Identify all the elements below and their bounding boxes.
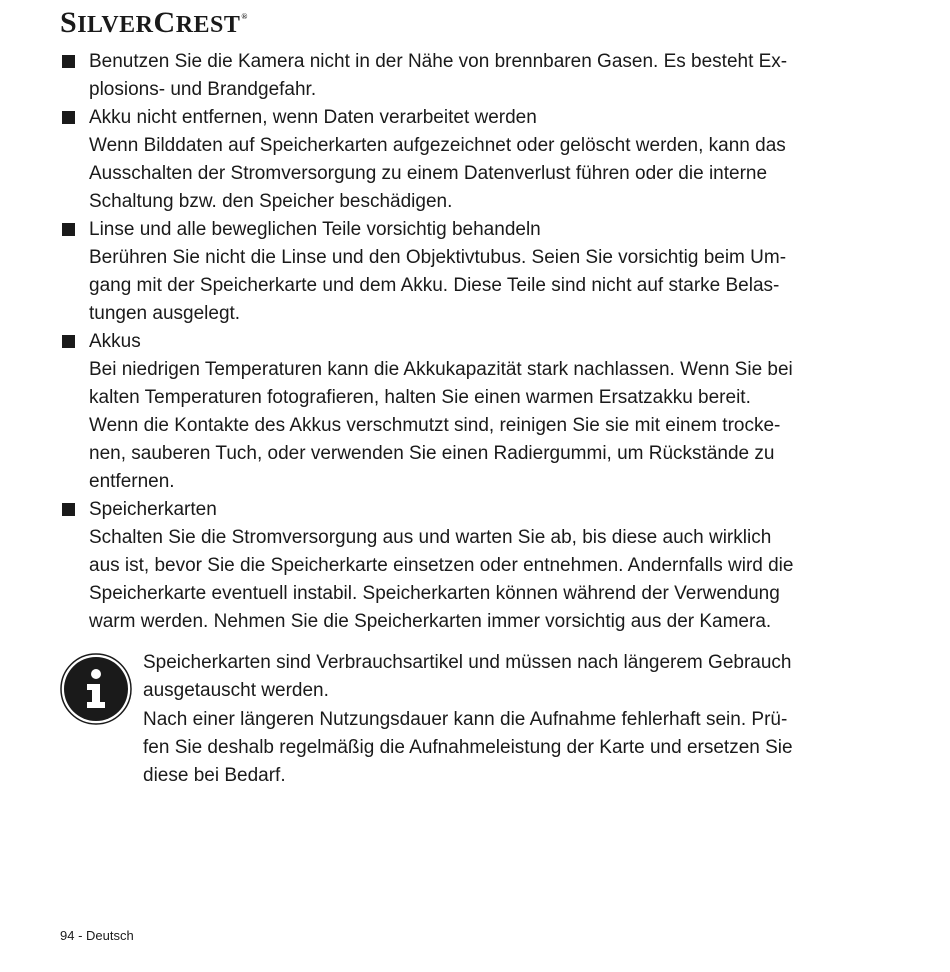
item-line: gang mit der Speicherkarte und dem Akku. Diese Teile sind nicht auf starke Belas- — [89, 275, 780, 296]
item-line: kalten Temperaturen fotografieren, halten Sie einen warmen Ersatzakku bereit. — [89, 387, 751, 408]
info-notice — [60, 649, 850, 790]
notice-line: fen Sie deshalb regelmäßig die Aufnahmeleistung der Karte und ersetzen Sie — [143, 737, 793, 758]
item-line: Schaltung bzw. den Speicher beschädigen. — [89, 191, 453, 212]
notice-line: diese bei Bedarf. — [143, 765, 286, 786]
notice-paragraph — [143, 649, 850, 705]
page-number: 94 - Deutsch — [60, 928, 134, 943]
notice-line: Speicherkarten sind Verbrauchsartikel und müssen nach längerem Gebrauch — [143, 652, 792, 673]
item-line: entfernen. — [89, 471, 175, 492]
item-line: aus ist, bevor Sie die Speicherkarte einsetzen oder entnehmen. Andernfalls wird die — [89, 555, 794, 576]
notice-line: Nach einer längeren Nutzungsdauer kann die Aufnahme fehlerhaft sein. Prü- — [143, 709, 788, 730]
item-heading: Linse und alle beweglichen Teile vorsichtig behandeln — [89, 219, 541, 240]
square-bullet-icon — [62, 55, 75, 68]
list-item — [60, 104, 850, 216]
item-line: Berühren Sie nicht die Linse und den Objektivtubus. Seien Sie vorsichtig beim Um- — [89, 247, 787, 268]
item-line: plosions- und Brandgefahr. — [89, 79, 317, 100]
list-item — [60, 328, 850, 496]
item-heading: Speicherkarten — [89, 499, 217, 520]
item-heading: Benutzen Sie die Kamera nicht in der Nähe von brennbaren Gasen. Es besteht Ex- — [89, 51, 788, 72]
item-line: Wenn die Kontakte des Akkus verschmutzt sind, reinigen Sie sie mit einem trocke- — [89, 415, 781, 436]
item-line: Bei niedrigen Temperaturen kann die Akkukapazität stark nachlassen. Wenn Sie bei — [89, 359, 793, 380]
square-bullet-icon — [62, 223, 75, 236]
item-line: Schalten Sie die Stromversorgung aus und warten Sie ab, bis diese auch wirklich — [89, 527, 772, 548]
list-item — [60, 48, 850, 104]
square-bullet-icon — [62, 503, 75, 516]
notice-line: ausgetauscht werden. — [143, 680, 329, 701]
list-item — [60, 496, 850, 636]
safety-instructions — [60, 48, 850, 790]
item-line: warm werden. Nehmen Sie die Speicherkarten immer vorsichtig aus der Kamera. — [89, 611, 772, 632]
item-line: nen, sauberen Tuch, oder verwenden Sie einen Radiergummi, um Rückstände zu — [89, 443, 775, 464]
item-heading: Akku nicht entfernen, wenn Daten verarbeitet werden — [89, 107, 537, 128]
square-bullet-icon — [62, 111, 75, 124]
info-icon — [60, 653, 132, 725]
item-line: tungen ausgelegt. — [89, 303, 241, 324]
item-heading: Akkus — [89, 331, 141, 352]
item-line: Wenn Bilddaten auf Speicherkarten aufgezeichnet oder gelöscht werden, kann das — [89, 135, 786, 156]
square-bullet-icon — [62, 335, 75, 348]
list-item — [60, 216, 850, 328]
item-line: Speicherkarte eventuell instabil. Speicherkarten können während der Verwendung — [89, 583, 780, 604]
item-line: Ausschalten der Stromversorgung zu einem Datenverlust führen oder die interne — [89, 163, 768, 184]
brand-logo: SILVERCREST® — [60, 6, 248, 39]
notice-paragraph — [143, 706, 850, 790]
